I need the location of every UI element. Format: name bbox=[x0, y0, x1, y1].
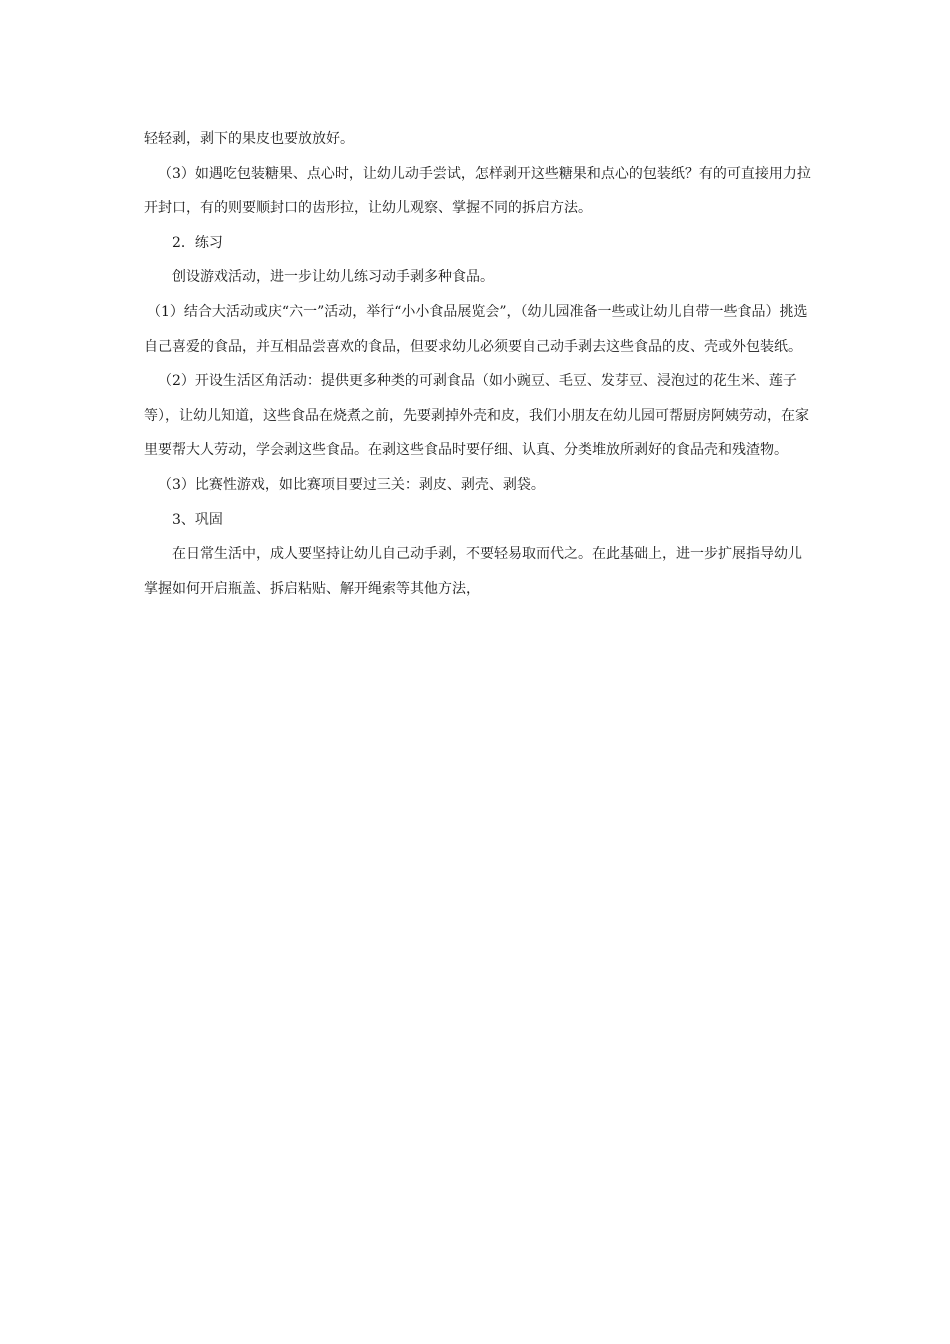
paragraph-item-3-competition: （3）比赛性游戏，如比赛项目要过三关：剥皮、剥壳、剥袋。 bbox=[158, 476, 545, 493]
paragraph-item-3-packaging: （3）如遇吃包装糖果、点心时，让幼儿动手尝试，怎样剥开这些糖果和点心的包装纸？有的可直接用力拉开封口，有的则要顺封口的齿形拉，让幼儿观察、掌握不同的拆启方法。 bbox=[144, 165, 811, 217]
section-heading-practice: 2．练习 bbox=[172, 234, 223, 251]
section-heading-consolidate: 3、巩固 bbox=[172, 511, 223, 528]
paragraph-continuation: 轻轻剥，剥下的果皮也要放放好。 bbox=[144, 131, 354, 147]
document-body bbox=[144, 122, 812, 606]
paragraph-item-2-life-area: （2）开设生活区角活动：提供更多种类的可剥食品（如小豌豆、毛豆、发芽豆、浸泡过的花生米、莲子等），让幼儿知道，这些食品在烧煮之前，先要剥掉外壳和皮，我们小朋友在幼儿园可帮厨房阿姨劳动，在家里要帮大人劳动，学会剥这些食品。在剥这些食品时要仔细、认真、分类堆放所剥好的食品壳和残渣物。 bbox=[144, 373, 809, 459]
paragraph-item-1-food-show: （1）结合大活动或庆“六一”活动，举行“小小食品展览会”，（幼儿园准备一些或让幼儿自带一些食品）挑选自己喜爱的食品，并互相品尝喜欢的食品，但要求幼儿必须要自己动手剥去这些食品的皮、壳或外包装纸。 bbox=[144, 303, 808, 355]
paragraph-practice-intro: 创设游戏活动，进一步让幼儿练习动手剥多种食品。 bbox=[172, 269, 494, 286]
paragraph-consolidate: 在日常生活中，成人要坚持让幼儿自己动手剥，不要轻易取而代之。在此基础上，进一步扩展指导幼儿掌握如何开启瓶盖、拆启粘贴、解开绳索等其他方法， bbox=[144, 546, 802, 597]
